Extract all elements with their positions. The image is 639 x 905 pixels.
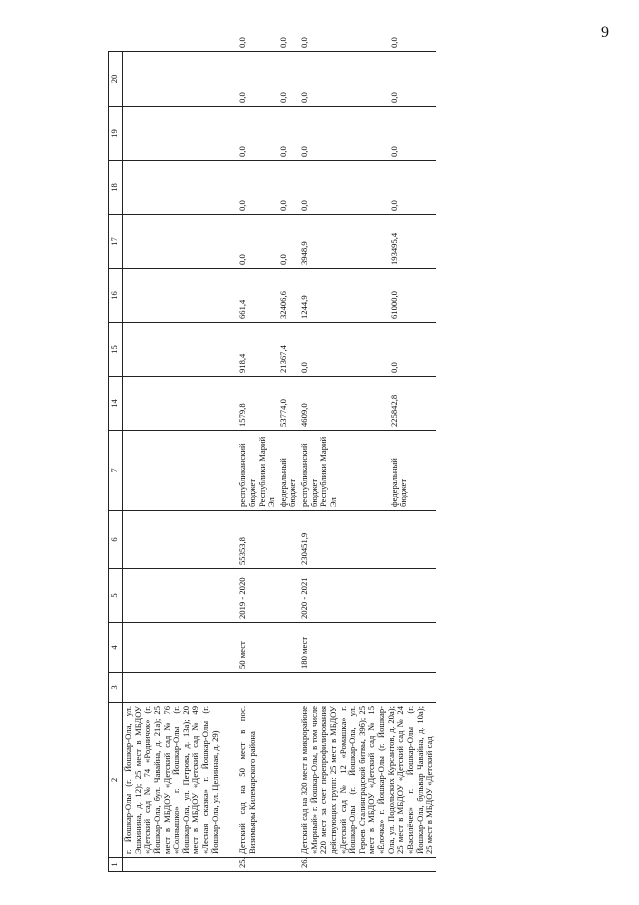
row-cost: 55353,8 <box>237 511 299 569</box>
value-cell: 0,0 <box>278 161 299 215</box>
value-cell: 0,0 <box>237 52 278 107</box>
col-header: 6 <box>109 511 123 569</box>
value-cell: 0,0 <box>237 161 278 215</box>
value-cell: 53774,0 <box>278 377 299 431</box>
value-cell: 4609,0 <box>299 377 389 431</box>
value-cell: 61000,0 <box>389 269 436 323</box>
value-cell: 0,0 <box>299 161 389 215</box>
budget-table <box>108 37 436 872</box>
col-header: 1 <box>109 858 123 872</box>
table-row: 25. Детский сад на 50 мест в пос. Визимьяры Килемарского района 50 мест 2019 - 2020 55353,8 республиканский бюджет Республики Марий Эл 1579,8 918,4 661,4 0,0 0,0 0,0 0,0 0,0 <box>237 52 278 872</box>
value-cell: 0,0 <box>299 107 389 161</box>
value-cell: 1579,8 <box>237 377 278 431</box>
page-number: 9 <box>601 24 609 41</box>
row-capacity: 180 мест <box>299 623 436 673</box>
row-cost: 230451,9 <box>299 511 436 569</box>
col-header: 15 <box>109 323 123 377</box>
funding-source: республиканский бюджет Республики Марий Эл <box>299 431 389 511</box>
col-header: 18 <box>109 161 123 215</box>
row-period: 2019 - 2020 <box>237 569 299 623</box>
row-number: 25. <box>237 858 299 872</box>
funding-source: республиканский бюджет Республики Марий Эл <box>237 431 278 511</box>
col-header: 14 <box>109 377 123 431</box>
value-cell: 0,0 <box>278 107 299 161</box>
value-cell: 0,0 <box>278 52 299 107</box>
continuation-text: г. Йошкар-Олы (г. Йошкар-Ола, ул. Эшкинина, д. 12); 25 мест в МБДОУ «Детский сад № 74 «Родничок» (г. Йошкар-Ола, бул. Чавайна, д. 21а); 25 мест в МБДОУ «Детский сад № 76 «Солнышко» г. Йошкар-Олы (г. Йошкар-Ола, ул. Петрова, д. 13а); 20 мест в МБДОУ «Детский сад № 49 «Лесная сказка» г. Йошкар-Олы (г. Йошкар-Ола, ул. Целинная, д. 29) <box>123 703 222 858</box>
col-header: 4 <box>109 623 123 673</box>
value-cell: 193495,4 <box>389 215 436 269</box>
row-c3 <box>299 673 436 703</box>
col-header: 17 <box>109 215 123 269</box>
funding-source: федеральный бюджет <box>278 431 299 511</box>
col-header: 5 <box>109 569 123 623</box>
row-capacity: 50 мест <box>237 623 299 673</box>
continuation-row <box>123 52 222 872</box>
col-header: 20 <box>109 52 123 107</box>
funding-source: федеральный бюджет <box>389 431 436 511</box>
row-description: Детский сад на 320 мест в микрорайоне «Мирный» г. Йошкар-Олы, в том числе 220 мест за счет перепрофилирования действующих групп: 25 мест в МБДОУ «Детский сад № 12 «Ромашка» г. Йошкар-Олы (г. Йошкар-Ола, ул. Героев Сталинградской битвы, 39б); 25 мест в МБДОУ «Детский сад № 15 «Ёлочка» г. Йошкар-Олы (г. Йошкар-Ола, ул. Подольских Курсантов, д. 20а); 25 мест в МБДОУ «Детский сад № 24 «Василёчек» г. Йошкар-Олы (г. Йошкар-Ола, бульвар Чавайна, д. 10а); 25 мест в МБДОУ «Детский сад <box>299 703 436 858</box>
row-number: 26. <box>299 858 436 872</box>
col-header: 2 <box>109 703 123 858</box>
value-cell: 0,0 <box>237 215 278 269</box>
table-row: 26. Детский сад на 320 мест в микрорайоне «Мирный» г. Йошкар-Олы, в том числе 220 мест за счет перепрофилирования действующих групп: 25 мест в МБДОУ «Детский сад № 12 «Ромашка» г. Йошкар-Олы (г. Йошкар-Ола, ул. Героев Сталинградской битвы, 39б); 25 мест в МБДОУ «Детский сад № 15 «Ёлочка» г. Йошкар-Олы (г. Йошкар-Ола, ул. Подольских Курсантов, д. 20а); 25 мест в МБДОУ «Детский сад № 24 «Василёчек» г. Йошкар-Олы (г. Йошкар-Ола, бульвар Чавайна, д. 10а); 25 мест в МБДОУ «Детский сад 180 мест 2020 - 2021 230451,9 республиканский бюджет Республики Марий Эл 4609,0 0,0 1244,9 3948,9 0,0 0,0 0,0 0,0 <box>299 52 389 872</box>
col-header: 3 <box>109 673 123 703</box>
value-cell: 0,0 <box>389 52 436 107</box>
table-subrow: федеральный бюджет 225842,8 0,0 61000,0 193495,4 0,0 0,0 0,0 0,0 <box>389 52 436 872</box>
value-cell: 32406,6 <box>278 269 299 323</box>
rotated-table-sheet <box>108 37 628 872</box>
value-cell: 0,0 <box>299 52 389 107</box>
value-cell: 0,0 <box>278 215 299 269</box>
column-number-row <box>109 52 123 872</box>
row-description: Детский сад на 50 мест в пос. Визимьяры Килемарского района <box>237 703 299 858</box>
table-subrow: федеральный бюджет 53774,0 21367,4 32406,6 0,0 0,0 0,0 0,0 0,0 <box>278 52 299 872</box>
col-header: 7 <box>109 431 123 511</box>
value-cell: 0,0 <box>389 323 436 377</box>
col-header: 19 <box>109 107 123 161</box>
value-cell: 21367,4 <box>278 323 299 377</box>
value-cell: 918,4 <box>237 323 278 377</box>
row-c3 <box>237 673 299 703</box>
value-cell: 1244,9 <box>299 269 389 323</box>
value-cell: 225842,8 <box>389 377 436 431</box>
row-period: 2020 - 2021 <box>299 569 436 623</box>
value-cell: 0,0 <box>299 323 389 377</box>
value-cell: 661,4 <box>237 269 278 323</box>
value-cell: 3948,9 <box>299 215 389 269</box>
value-cell: 0,0 <box>389 107 436 161</box>
value-cell: 0,0 <box>237 107 278 161</box>
value-cell: 0,0 <box>389 161 436 215</box>
col-header: 16 <box>109 269 123 323</box>
